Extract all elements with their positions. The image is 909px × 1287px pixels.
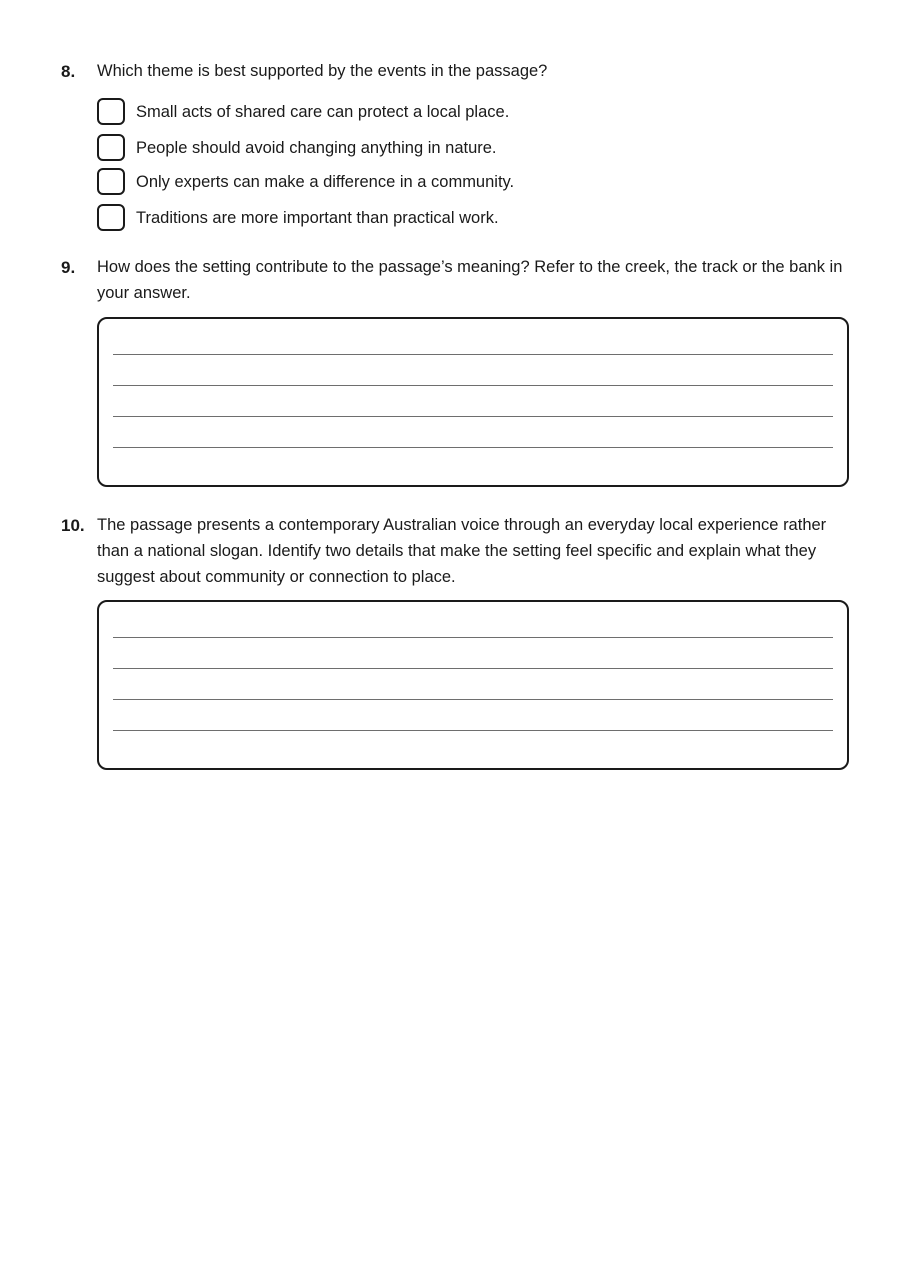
- question-text: Which theme is best supported by the events in the passage?: [97, 62, 548, 80]
- option-label: Only experts can make a difference in a community.: [136, 172, 515, 191]
- option-b[interactable]: [97, 134, 497, 161]
- answer-line: [113, 354, 833, 355]
- option-d[interactable]: [97, 204, 499, 231]
- answer-box[interactable]: [97, 600, 849, 770]
- answer-box[interactable]: [97, 317, 849, 487]
- answer-line: [113, 416, 833, 417]
- question-text: How does the setting contribute to the passage’s meaning? Refer to the creek, the track or the bank in your answer.: [97, 258, 843, 302]
- answer-line: [113, 668, 833, 669]
- answer-line: [113, 385, 833, 386]
- option-c[interactable]: [97, 168, 514, 195]
- answer-line: [113, 637, 833, 638]
- checkbox[interactable]: [97, 98, 125, 125]
- checkbox[interactable]: [97, 204, 125, 231]
- option-a[interactable]: [97, 98, 509, 125]
- question-text: The passage presents a contemporary Australian voice through an everyday local experience rather than a national slogan. Identify two details that make the setting feel specific and explain what they suggest about community or connection to place.: [97, 516, 827, 586]
- answer-line: [113, 447, 833, 448]
- option-label: Small acts of shared care can protect a local place.: [136, 102, 510, 121]
- answer-line: [113, 730, 833, 731]
- question-number: 9.: [61, 258, 76, 277]
- option-label: People should avoid changing anything in nature.: [136, 138, 497, 157]
- checkbox[interactable]: [97, 134, 125, 161]
- option-label: Traditions are more important than practical work.: [136, 208, 499, 227]
- question-number: 8.: [61, 62, 76, 81]
- question-number: 10.: [61, 516, 85, 535]
- answer-line: [113, 699, 833, 700]
- checkbox[interactable]: [97, 168, 125, 195]
